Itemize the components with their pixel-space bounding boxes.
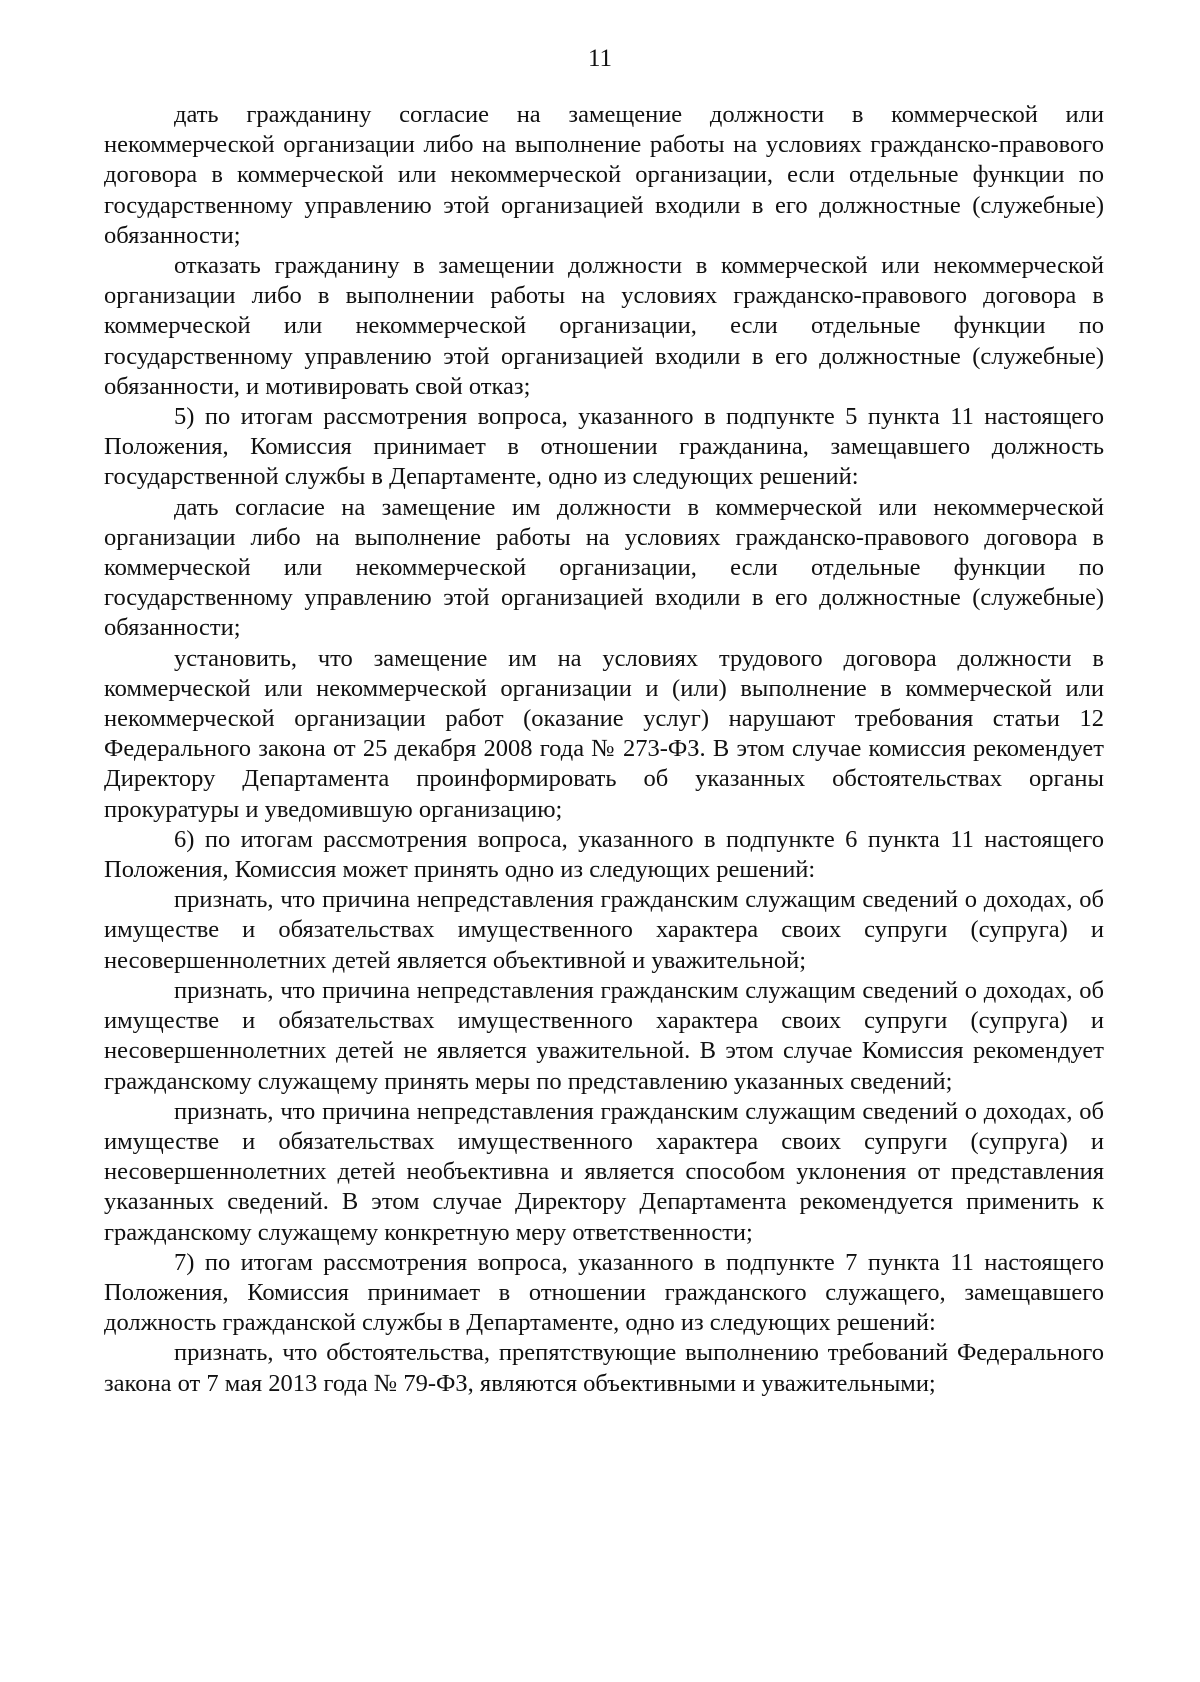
paragraph: отказать гражданину в замещении должности в коммерческой или некоммерческой организации либо в выполнении работы на условиях гражданско-правового договора в коммерческой или некоммерческой организации, если отдельные функции по государственному управлению этой организацией входили в его должностные (служебные) обязанности, и мотивировать свой отказ; (104, 252, 1104, 400)
paragraph: установить, что замещение им на условиях трудового договора должности в коммерческой или некоммерческой организации и (или) выполнение в коммерческой или некоммерческой организации работ (оказание услуг) нарушают требования статьи 12 Федерального закона от 25 декабря 2008 года № 273-ФЗ. В этом случае комиссия рекомендует Директору Департамента проинформировать об указанных обстоятельствах органы прокуратуры и уведомившую организацию; (104, 644, 1104, 823)
document-body (104, 100, 1104, 1399)
paragraph: дать согласие на замещение им должности в коммерческой или некоммерческой организации либо на выполнение работы на условиях гражданско-правового договора в коммерческой или некоммерческой организации, если отдельные функции по государственному управлению этой организацией входили в его должностные (служебные) обязанности; (104, 493, 1104, 642)
page-number: 11 (587, 45, 613, 72)
paragraph: признать, что обстоятельства, препятствующие выполнению требований Федерального закона от 7 мая 2013 года № 79-ФЗ, являются объективными и уважительными; (104, 1339, 1104, 1397)
paragraph: признать, что причина непредставления гражданским служащим сведений о доходах, об имуществе и обязательствах имущественного характера своих супруги (супруга) и несовершеннолетних детей не является уважительной. В этом случае Комиссия рекомендует гражданскому служащему принять меры по представлению указанных сведений; (104, 976, 1104, 1095)
paragraph: 5) по итогам рассмотрения вопроса, указанного в подпункте 5 пункта 11 настоящего Положения, Комиссия принимает в отношении гражданина, замещавшего должность государственной службы в Департаменте, одно из следующих решений: (104, 403, 1104, 491)
paragraph: 7) по итогам рассмотрения вопроса, указанного в подпункте 7 пункта 11 настоящего Положения, Комиссия принимает в отношении гражданского служащего, замещавшего должность гражданской службы в Департаменте, одно из следующих решений: (104, 1248, 1104, 1337)
paragraph: признать, что причина непредставления гражданским служащим сведений о доходах, об имуществе и обязательствах имущественного характера своих супруги (супруга) и несовершеннолетних детей необъективна и является способом уклонения от представления указанных сведений. В этом случае Директору Департамента рекомендуется применить к гражданскому служащему конкретную меру ответственности; (104, 1097, 1104, 1246)
paragraph: дать гражданину согласие на замещение должности в коммерческой или некоммерческой организации либо на выполнение работы на условиях гражданско-правового договора в коммерческой или некоммерческой организации, если отдельные функции по государственному управлению этой организацией входили в его должностные (служебные) обязанности; (104, 101, 1104, 249)
paragraph: признать, что причина непредставления гражданским служащим сведений о доходах, об имуществе и обязательствах имущественного характера своих супруги (супруга) и несовершеннолетних детей является объективной и уважительной; (104, 886, 1104, 974)
paragraph: 6) по итогам рассмотрения вопроса, указанного в подпункте 6 пункта 11 настоящего Положения, Комиссия может принять одно из следующих решений: (104, 825, 1104, 884)
